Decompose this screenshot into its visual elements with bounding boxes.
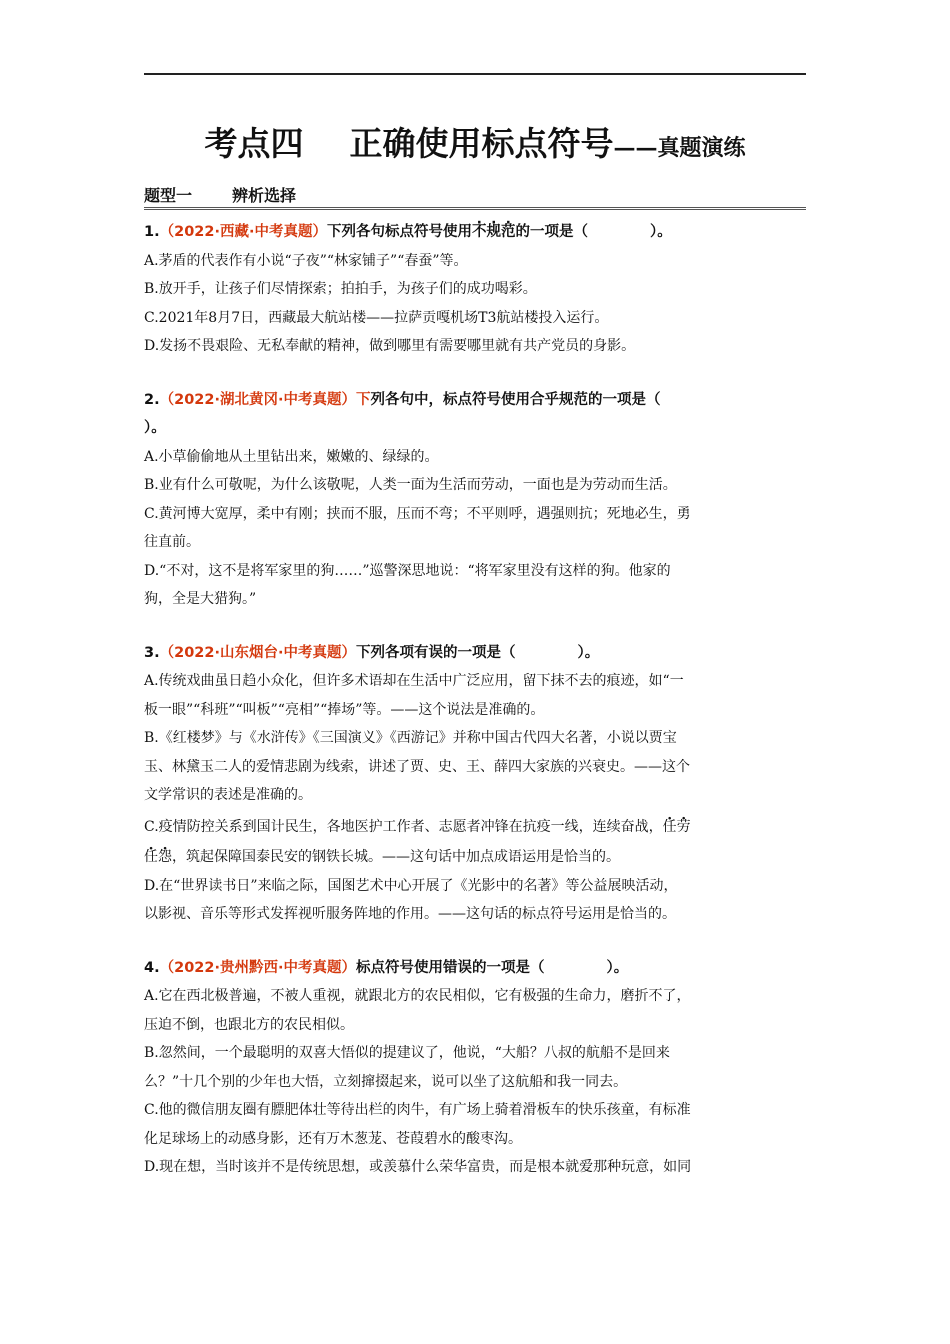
question-source: （2022·山东烟台·中考真题） <box>159 644 356 661</box>
option-c-cont: 任怨，筑起保障国泰民安的钢铁长城。——这句话中加点成语运用是恰当的。 <box>144 848 620 865</box>
option-d: D.发扬不畏艰险、无私奉献的精神，做到哪里有需要哪里就有共产党员的身影。 <box>144 338 636 354</box>
question-source: （2022·西藏·中考真题） <box>159 224 327 240</box>
question-3 <box>144 639 806 929</box>
page-title <box>144 118 806 165</box>
question-2 <box>144 386 806 614</box>
title-main: 考点四 <box>204 124 304 163</box>
option-a: A.茅盾的代表作有小说“子夜”“林家铺子”“春蚕”等。 <box>144 252 468 269</box>
option-a: A.它在西北极普遍，不被人重视，就跟北方的农民相似，它有极强的生命力，磨折不了， <box>144 988 691 1004</box>
option-c: C.2021年8月7日，西藏最大航站楼——拉萨贡嘎机场T3航站楼投入运行。 <box>144 309 609 326</box>
option-b: B.业有什么可敬呢，为什么该敬呢，人类一面为生活而劳动，一面也是为劳动而生活。 <box>144 477 677 493</box>
option-a: A.小草偷偷地从土里钻出来，嫩嫩的、绿绿的。 <box>144 448 439 465</box>
question-stem: 2.（2022·湖北黄冈·中考真题）下列各句中，标点符号使用合乎规范的一项是（ <box>144 391 661 408</box>
option-a-cont: 板一眼”“科班”“叫板”“亮相”“捧场”等。——这个说法是准确的。 <box>144 701 545 718</box>
option-c-cont: 化足球场上的动感身影，还有万木葱茏、苍葭碧水的酸枣沟。 <box>144 1130 522 1147</box>
option-d: D.现在想，当时该并不是传统思想，或羡慕什么荣华富贵，而是根本就爱那种玩意，如同 <box>144 1159 692 1175</box>
question-1 <box>144 218 806 361</box>
title-sub: ——真题演练 <box>613 135 746 161</box>
option-d: D.“不对，这不是将军家里的狗……”巡警深思地说：“将军家里没有这样的狗。他家的 <box>144 562 671 579</box>
option-b-cont: 么？”十几个别的少年也大悟，立刻撺掇起来，说可以坐了这航船和我一同去。 <box>144 1073 628 1090</box>
question-source: （2022·湖北黄冈·中考真题）下 <box>159 391 371 408</box>
option-b-cont: 玉、林黛玉二人的爱情悲剧为线索，讲述了贾、史、王、薛四大家族的兴衰史。——这个 <box>144 758 690 775</box>
section-heading <box>144 183 806 210</box>
emphasis-char: 不 <box>471 224 487 240</box>
header-rule <box>144 73 806 75</box>
question-stem: 4.（2022·贵州黔西·中考真题）标点符号使用错误的一项是（ ）。 <box>144 959 629 976</box>
emphasis-char: 任 <box>144 848 158 865</box>
question-stem: 3.（2022·山东烟台·中考真题）下列各项有误的一项是（ ）。 <box>144 644 600 661</box>
section-name: 辨析选择 <box>232 186 297 205</box>
option-d: D.在“世界读书日”来临之际，国图艺术中心开展了《光影中的名著》等公益展映活动， <box>144 877 678 894</box>
section-label: 题型一 <box>144 186 193 205</box>
question-stem-end: ）。 <box>144 420 166 436</box>
option-c: C.黄河博大宽厚，柔中有刚；挟而不服，压而不弯；不平则呼，遇强则抗；死地必生，勇 <box>144 505 691 522</box>
option-a-cont: 压迫不倒，也跟北方的农民相似。 <box>144 1016 354 1033</box>
question-stem: 1.（2022·西藏·中考真题）下列各句标点符号使用不规范的一项是（ ）。 <box>144 224 672 240</box>
question-source: （2022·贵州黔西·中考真题） <box>159 959 356 976</box>
emphasis-char: 范 <box>500 224 516 240</box>
title-topic: 正确使用标点符号 <box>349 124 614 163</box>
option-b: B.忽然间，一个最聪明的双喜大悟似的提建议了，他说，“大船？八叔的航船不是回来 <box>144 1045 670 1061</box>
question-list <box>144 218 806 1207</box>
option-d-cont: 狗，全是大猎狗。” <box>144 591 257 607</box>
option-b: B.放开手，让孩子们尽情探索；拍拍手，为孩子们的成功喝彩。 <box>144 281 537 297</box>
option-b-cont: 文学常识的表述是准确的。 <box>144 787 312 803</box>
emphasis-char: 任 <box>662 818 677 835</box>
emphasis-char: 怨 <box>158 848 172 865</box>
question-4 <box>144 954 806 1182</box>
option-c: C.他的微信朋友圈有膘肥体壮等待出栏的肉牛，有广场上骑着滑板车的快乐孩童，有标准 <box>144 1102 691 1118</box>
emphasis-char: 劳 <box>676 818 691 835</box>
option-c-cont: 往直前。 <box>144 534 200 550</box>
option-a: A.传统戏曲虽日趋小众化，但许多术语却在生活中广泛应用，留下抹不去的痕迹，如“一 <box>144 673 684 689</box>
option-c: C.疫情防控关系到国计民生，各地医护工作者、志愿者冲锋在抗疫一线，连续奋战，任劳 <box>144 818 691 835</box>
option-d-cont: 以影视、音乐等形式发挥视听服务阵地的作用。——这句话的标点符号运用是恰当的。 <box>144 906 676 922</box>
emphasis-char: 规 <box>486 224 501 240</box>
option-b: B.《红楼梦》与《水浒传》《三国演义》《西游记》并称中国古代四大名著，小说以贾宝 <box>144 730 677 746</box>
